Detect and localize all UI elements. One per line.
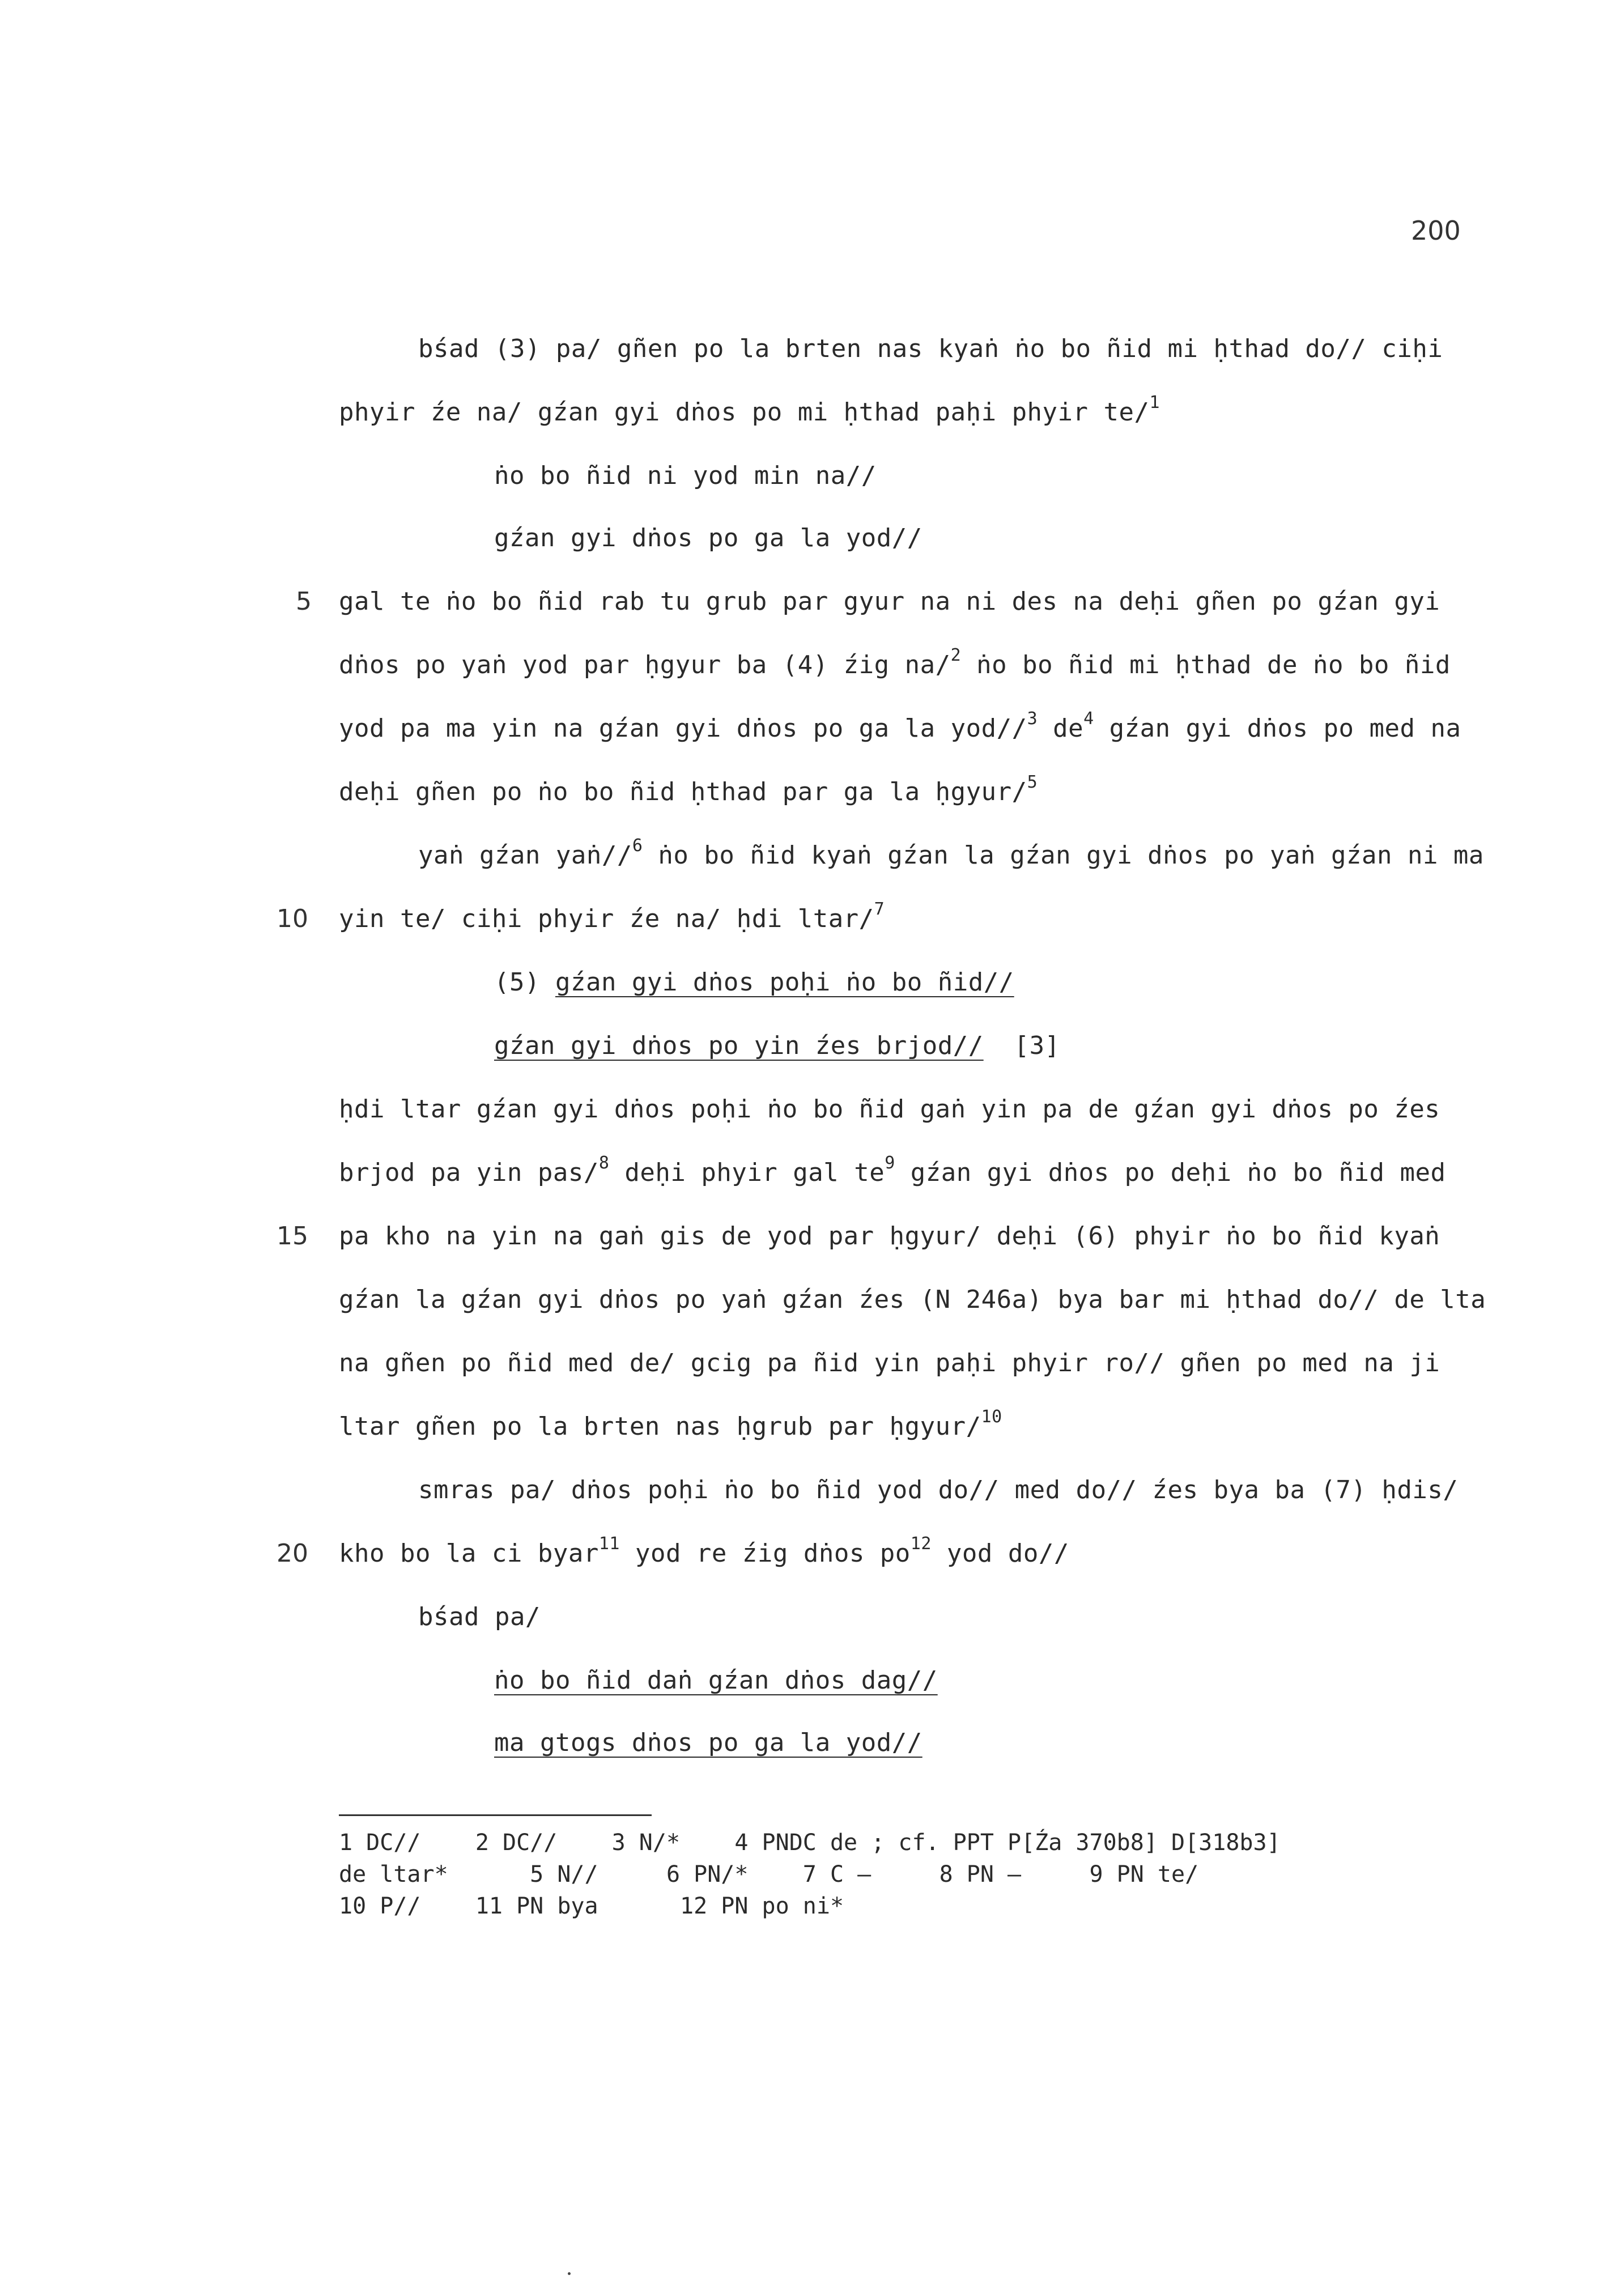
text-run: pa kho na yin na gaṅ gis de yod par ḥgyur/ deḥi (6) phyir ṅo bo ñid kyaṅ xyxy=(339,1222,1440,1251)
text-run: dṅos po yaṅ yod par ḥgyur ba (4) źig na/ xyxy=(339,650,951,679)
text-run: smras pa/ dṅos poḥi ṅo bo ñid yod do// med do// źes bya ba (7) ḥdis/ xyxy=(418,1476,1459,1504)
text-run: gźan gyi dṅos po med na xyxy=(1094,714,1461,743)
text-run: gźan la gźan gyi dṅos po yaṅ gźan źes (N 246a) bya bar mi ḥthad do// de lta xyxy=(339,1285,1486,1314)
text-run: ltar gñen po la brten nas ḥgrub par ḥgyur/ xyxy=(339,1412,981,1441)
text-run: brjod pa yin pas/ xyxy=(339,1158,599,1187)
text-run: deḥi phyir gal te xyxy=(609,1158,885,1187)
verse-text: gźan gyi dṅos po yin źes brjod// xyxy=(494,1031,984,1060)
text-run: na gñen po ñid med de/ gcig pa ñid yin paḥi phyir ro// gñen po med na ji xyxy=(339,1349,1440,1377)
text-run: phyir źe na/ gźan gyi dṅos po mi ḥthad paḥi phyir te/ xyxy=(339,398,1150,427)
page-number: 200 xyxy=(1411,215,1461,246)
text-line xyxy=(418,1601,541,1633)
text-line xyxy=(339,1221,1440,1252)
footnote-ref: 7 xyxy=(874,899,885,919)
footnote-ref: 4 xyxy=(1083,709,1094,729)
footnote-ref: 9 xyxy=(885,1153,895,1173)
text-run: yod do// xyxy=(931,1539,1069,1568)
text-line xyxy=(494,1665,938,1697)
footnote-ref: 6 xyxy=(632,836,643,856)
verse-text: ṅo bo ñid daṅ gźan dṅos dag// xyxy=(494,1666,938,1695)
verse-text: gźan gyi dṅos poḥi ṅo bo ñid// xyxy=(555,968,1014,997)
text-run: bśad (3) pa/ gñen po la brten nas kyaṅ ṅo bo ñid mi ḥthad do// ciḥi xyxy=(418,334,1443,363)
footnote-rule xyxy=(339,1814,652,1816)
text-line xyxy=(494,1727,922,1759)
footnote-ref: 12 xyxy=(910,1534,932,1554)
footnote-line: 10 P// 11 PN bya 12 PN po ni* xyxy=(339,1893,844,1919)
text-line xyxy=(339,772,1038,808)
text-line xyxy=(494,967,1014,998)
text-run: gal te ṅo bo ñid rab tu grub par gyur na ni des na deḥi gñen po gźan gyi xyxy=(339,587,1440,616)
line-number: 20 xyxy=(277,1539,308,1568)
footnote-ref: 8 xyxy=(598,1153,610,1173)
text-run: [3] xyxy=(983,1031,1060,1060)
text-run: yod pa ma yin na gźan gyi dṅos po ga la yod// xyxy=(339,714,1027,743)
footnote-ref: 2 xyxy=(950,645,962,665)
footnote-ref: 10 xyxy=(981,1407,1002,1427)
text-line xyxy=(339,645,1451,681)
text-run: de xyxy=(1038,714,1084,743)
text-line xyxy=(494,1030,1060,1062)
text-run: yod re źig dṅos po xyxy=(619,1539,911,1568)
text-run: gźan gyi dṅos po ga la yod// xyxy=(494,524,922,552)
text-run: gźan gyi dṅos po deḥi ṅo bo ñid med xyxy=(895,1158,1446,1187)
text-line xyxy=(339,586,1440,618)
footnote-line: 1 DC// 2 DC// 3 N/* 4 PNDC de ; cf. PPT P[Źa 370b8] D[318b3] xyxy=(339,1830,1281,1856)
text-run: ṅo bo ñid mi ḥthad de ṅo bo ñid xyxy=(961,650,1451,679)
text-run: ṅo bo ñid ni yod min na// xyxy=(494,461,877,490)
stray-mark xyxy=(568,2272,571,2275)
text-run: (5) xyxy=(494,968,555,997)
text-line xyxy=(418,333,1443,365)
footnote-ref: 5 xyxy=(1027,772,1038,792)
footnote-line: de ltar* 5 N// 6 PN/* 7 C — 8 PN — 9 PN te/ xyxy=(339,1861,1199,1887)
text-run: yaṅ gźan yaṅ// xyxy=(418,841,632,870)
text-line xyxy=(339,393,1160,428)
text-line xyxy=(339,1094,1440,1125)
text-run: deḥi gñen po ṅo bo ñid ḥthad par ga la ḥgyur/ xyxy=(339,777,1027,806)
text-line xyxy=(418,836,1484,871)
text-line xyxy=(339,899,885,935)
text-run: bśad pa/ xyxy=(418,1602,541,1631)
footnote-ref: 3 xyxy=(1027,709,1038,729)
line-number: 5 xyxy=(296,587,312,616)
text-line xyxy=(339,1534,1069,1570)
footnote-ref: 1 xyxy=(1149,393,1160,413)
text-line xyxy=(339,709,1461,745)
text-line xyxy=(339,1407,1002,1443)
text-line xyxy=(418,1474,1458,1506)
line-number: 10 xyxy=(277,904,308,933)
text-line xyxy=(494,522,922,554)
text-line xyxy=(339,1153,1446,1189)
text-run: yin te/ ciḥi phyir źe na/ ḥdi ltar/ xyxy=(339,904,874,933)
text-line xyxy=(339,1284,1486,1316)
text-run: kho bo la ci byar xyxy=(339,1539,599,1568)
text-run: ṅo bo ñid kyaṅ gźan la gźan gyi dṅos po yaṅ gźan ni ma xyxy=(643,841,1484,870)
line-number: 15 xyxy=(277,1222,308,1251)
text-run: ḥdi ltar gźan gyi dṅos poḥi ṅo bo ñid gaṅ yin pa de gźan gyi dṅos po źes xyxy=(339,1095,1440,1124)
verse-text: ma gtogs dṅos po ga la yod// xyxy=(494,1728,922,1757)
footnote-ref: 11 xyxy=(598,1534,620,1554)
text-line xyxy=(339,1347,1440,1379)
text-line xyxy=(494,460,877,492)
